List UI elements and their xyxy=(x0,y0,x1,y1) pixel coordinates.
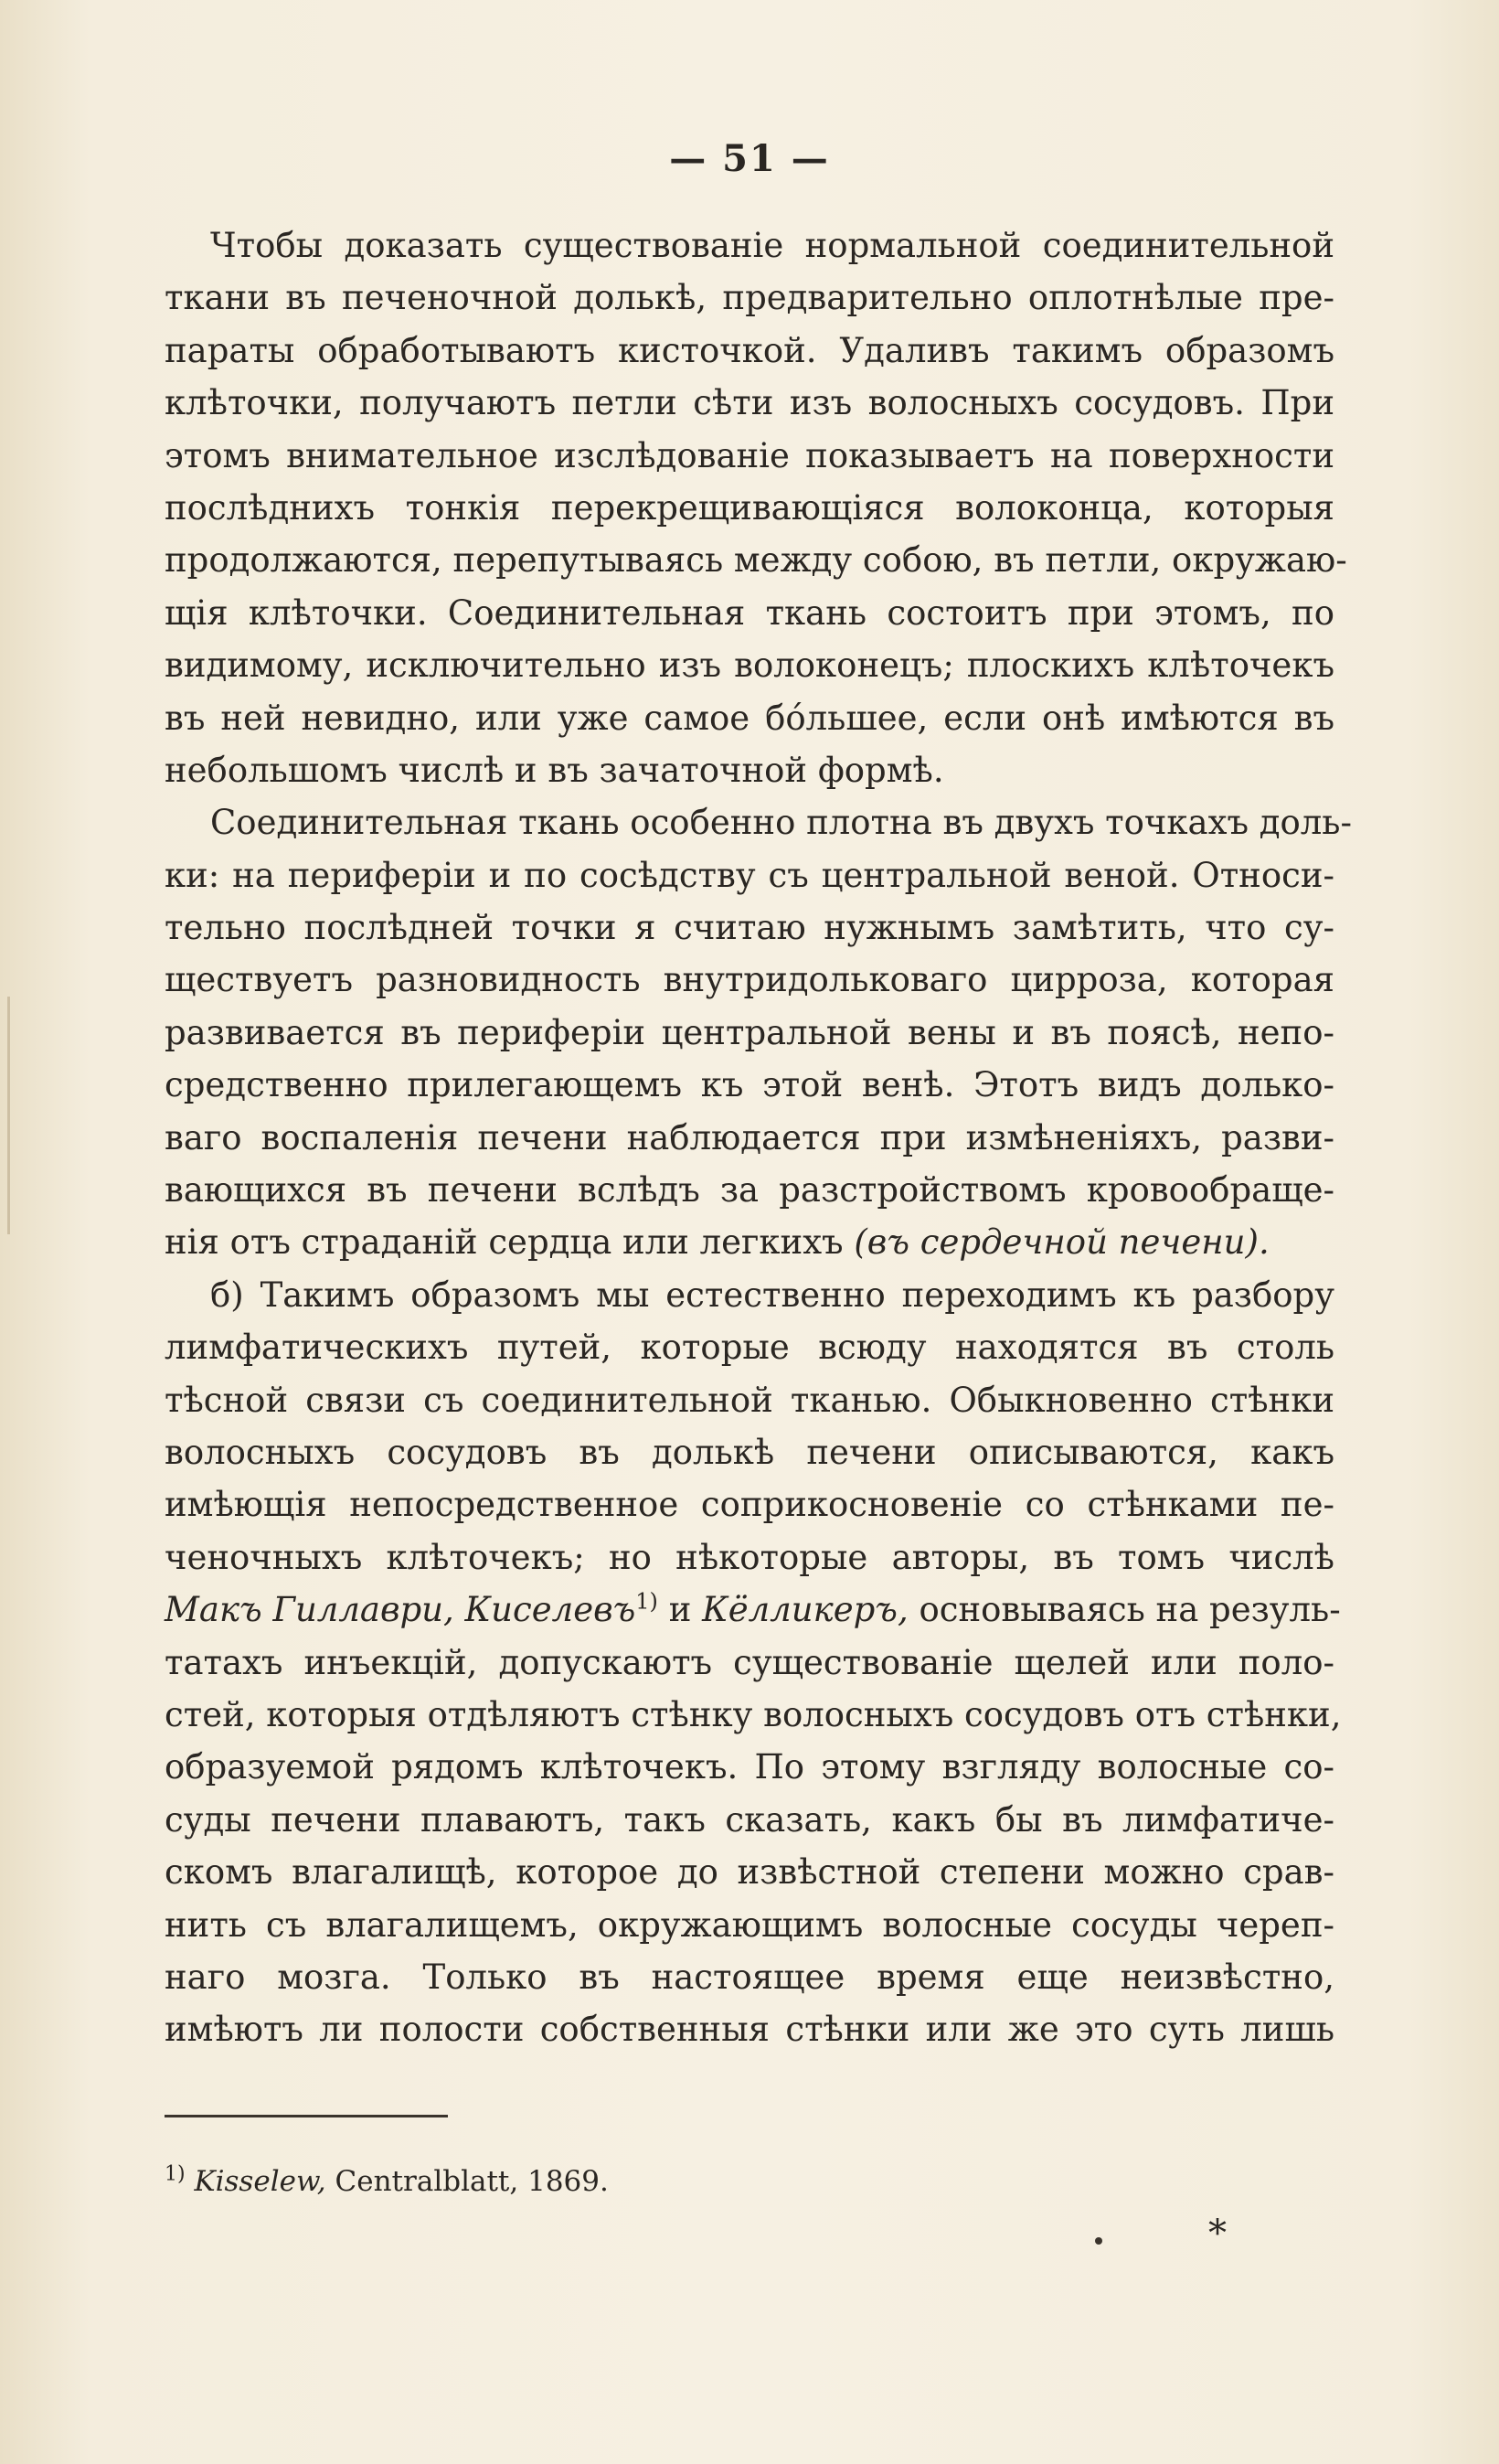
text-run: основываясь на резуль- xyxy=(919,1590,1341,1630)
text-line: ткани въ печеночной долькѣ, предварительно оплотнѣлые пре- xyxy=(165,278,1334,318)
text-line: въ ней невидно, или уже самое бóльшее, если онѣ имѣются въ xyxy=(165,698,1334,738)
text-run: нія отъ страданій сердца или легкихъ xyxy=(165,1222,844,1263)
text-line: клѣточки, получаютъ петли сѣти изъ волосныхъ сосудовъ. При xyxy=(165,383,1334,423)
text-line: ченочныхъ клѣточекъ; но нѣкоторые авторы, въ томъ числѣ xyxy=(165,1537,1334,1577)
footnote-divider xyxy=(165,2115,448,2117)
text-line: тѣсной связи съ соединительной тканью. Обыкновенно стѣнки xyxy=(165,1380,1334,1420)
text-line: волосныхъ сосудовъ въ долькѣ печени описываются, какъ xyxy=(165,1432,1334,1472)
text-line: суды печени плаваютъ, такъ сказать, какъ бы въ лимфатиче- xyxy=(165,1799,1334,1840)
ink-speck xyxy=(1095,2237,1102,2245)
footnote-mark: 1) xyxy=(165,2162,186,2186)
footnote xyxy=(165,2162,609,2198)
italic-run: (въ сердечной печени). xyxy=(854,1222,1270,1263)
text-line: развивается въ периферіи центральной вены и въ поясѣ, непо- xyxy=(165,1012,1334,1052)
text-line: скомъ влагалищѣ, которое до извѣстной степени можно срав- xyxy=(165,1852,1334,1893)
text-line: стей, которыя отдѣляютъ стѣнку волосныхъ сосудовъ отъ стѣнки, xyxy=(165,1694,1342,1734)
author-name: Киселевъ xyxy=(464,1590,636,1630)
footnote-source: Centralblatt, 1869. xyxy=(335,2165,609,2198)
text-line: татахъ инъекцій, допускаютъ существованіе щелей или поло- xyxy=(165,1642,1334,1682)
text-line: Соединительная ткань особенно плотна въ двухъ точкахъ доль- xyxy=(210,803,1352,843)
text-line: нить съ влагалищемъ, окружающимъ волосные сосуды череп- xyxy=(165,1904,1334,1945)
body-text xyxy=(165,219,1352,2056)
text-line: ществуетъ разновидность внутридольковаго цирроза, которая xyxy=(165,960,1334,1000)
author-name: Кёлликеръ, xyxy=(702,1590,909,1630)
signature-mark: * xyxy=(1208,2213,1227,2255)
text-line: видимому, исключительно изъ волоконецъ; плоскихъ клѣточекъ xyxy=(165,645,1334,686)
text-line: ки: на периферіи и по сосѣдству съ центральной веной. Относи- xyxy=(165,855,1334,895)
text-line: образуемой рядомъ клѣточекъ. По этому взгляду волосные со- xyxy=(165,1747,1334,1787)
text-line: тельно послѣдней точки я считаю нужнымъ замѣтить, что су- xyxy=(165,908,1334,948)
text-line: б) Такимъ образомъ мы естественно переходимъ къ разбору xyxy=(210,1275,1334,1315)
text-line: имѣющія непосредственное соприкосновеніе со стѣнками пе- xyxy=(165,1485,1334,1525)
text-line xyxy=(165,1216,1334,1268)
text-line: продолжаются, перепутываясь между собою, въ петли, окружаю- xyxy=(165,540,1347,581)
text-line: лимфатическихъ путей, которые всюду находятся въ столь xyxy=(165,1328,1334,1368)
text-line: щія клѣточки. Соединительная ткань состоитъ при этомъ, по xyxy=(165,592,1334,633)
page-number: — 51 — xyxy=(669,137,830,180)
text-line: наго мозга. Только въ настоящее время еще неизвѣстно, xyxy=(165,1957,1334,1997)
author-name: Макъ Гиллаври, xyxy=(165,1590,454,1630)
text-line: ваго воспаленія печени наблюдается при измѣненіяхъ, разви- xyxy=(165,1117,1334,1157)
text-line: вающихся въ печени вслѣдъ за разстройствомъ кровообраще- xyxy=(165,1170,1334,1211)
text-line xyxy=(165,1584,1341,1636)
text-line: имѣютъ ли полости собственныя стѣнки или же это суть лишь xyxy=(165,2010,1334,2050)
text-line: небольшомъ числѣ и въ зачаточной формѣ. xyxy=(165,750,944,790)
text-line: средственно прилегающемъ къ этой венѣ. Этотъ видъ долько- xyxy=(165,1065,1334,1105)
footnote-author: Kisselew, xyxy=(194,2165,326,2198)
binding-edge xyxy=(7,997,10,1234)
text-run: и xyxy=(668,1590,692,1630)
text-line: Чтобы доказать существованіе нормальной соединительной xyxy=(210,226,1334,265)
text-line: послѣднихъ тонкія перекрещивающіяся волоконца, которыя xyxy=(165,487,1334,528)
footnote-ref: 1) xyxy=(635,1588,658,1615)
text-line: параты обработываютъ кисточкой. Удаливъ такимъ образомъ xyxy=(165,330,1334,370)
text-line: этомъ внимательное изслѣдованіе показываетъ на поверхности xyxy=(165,435,1334,475)
